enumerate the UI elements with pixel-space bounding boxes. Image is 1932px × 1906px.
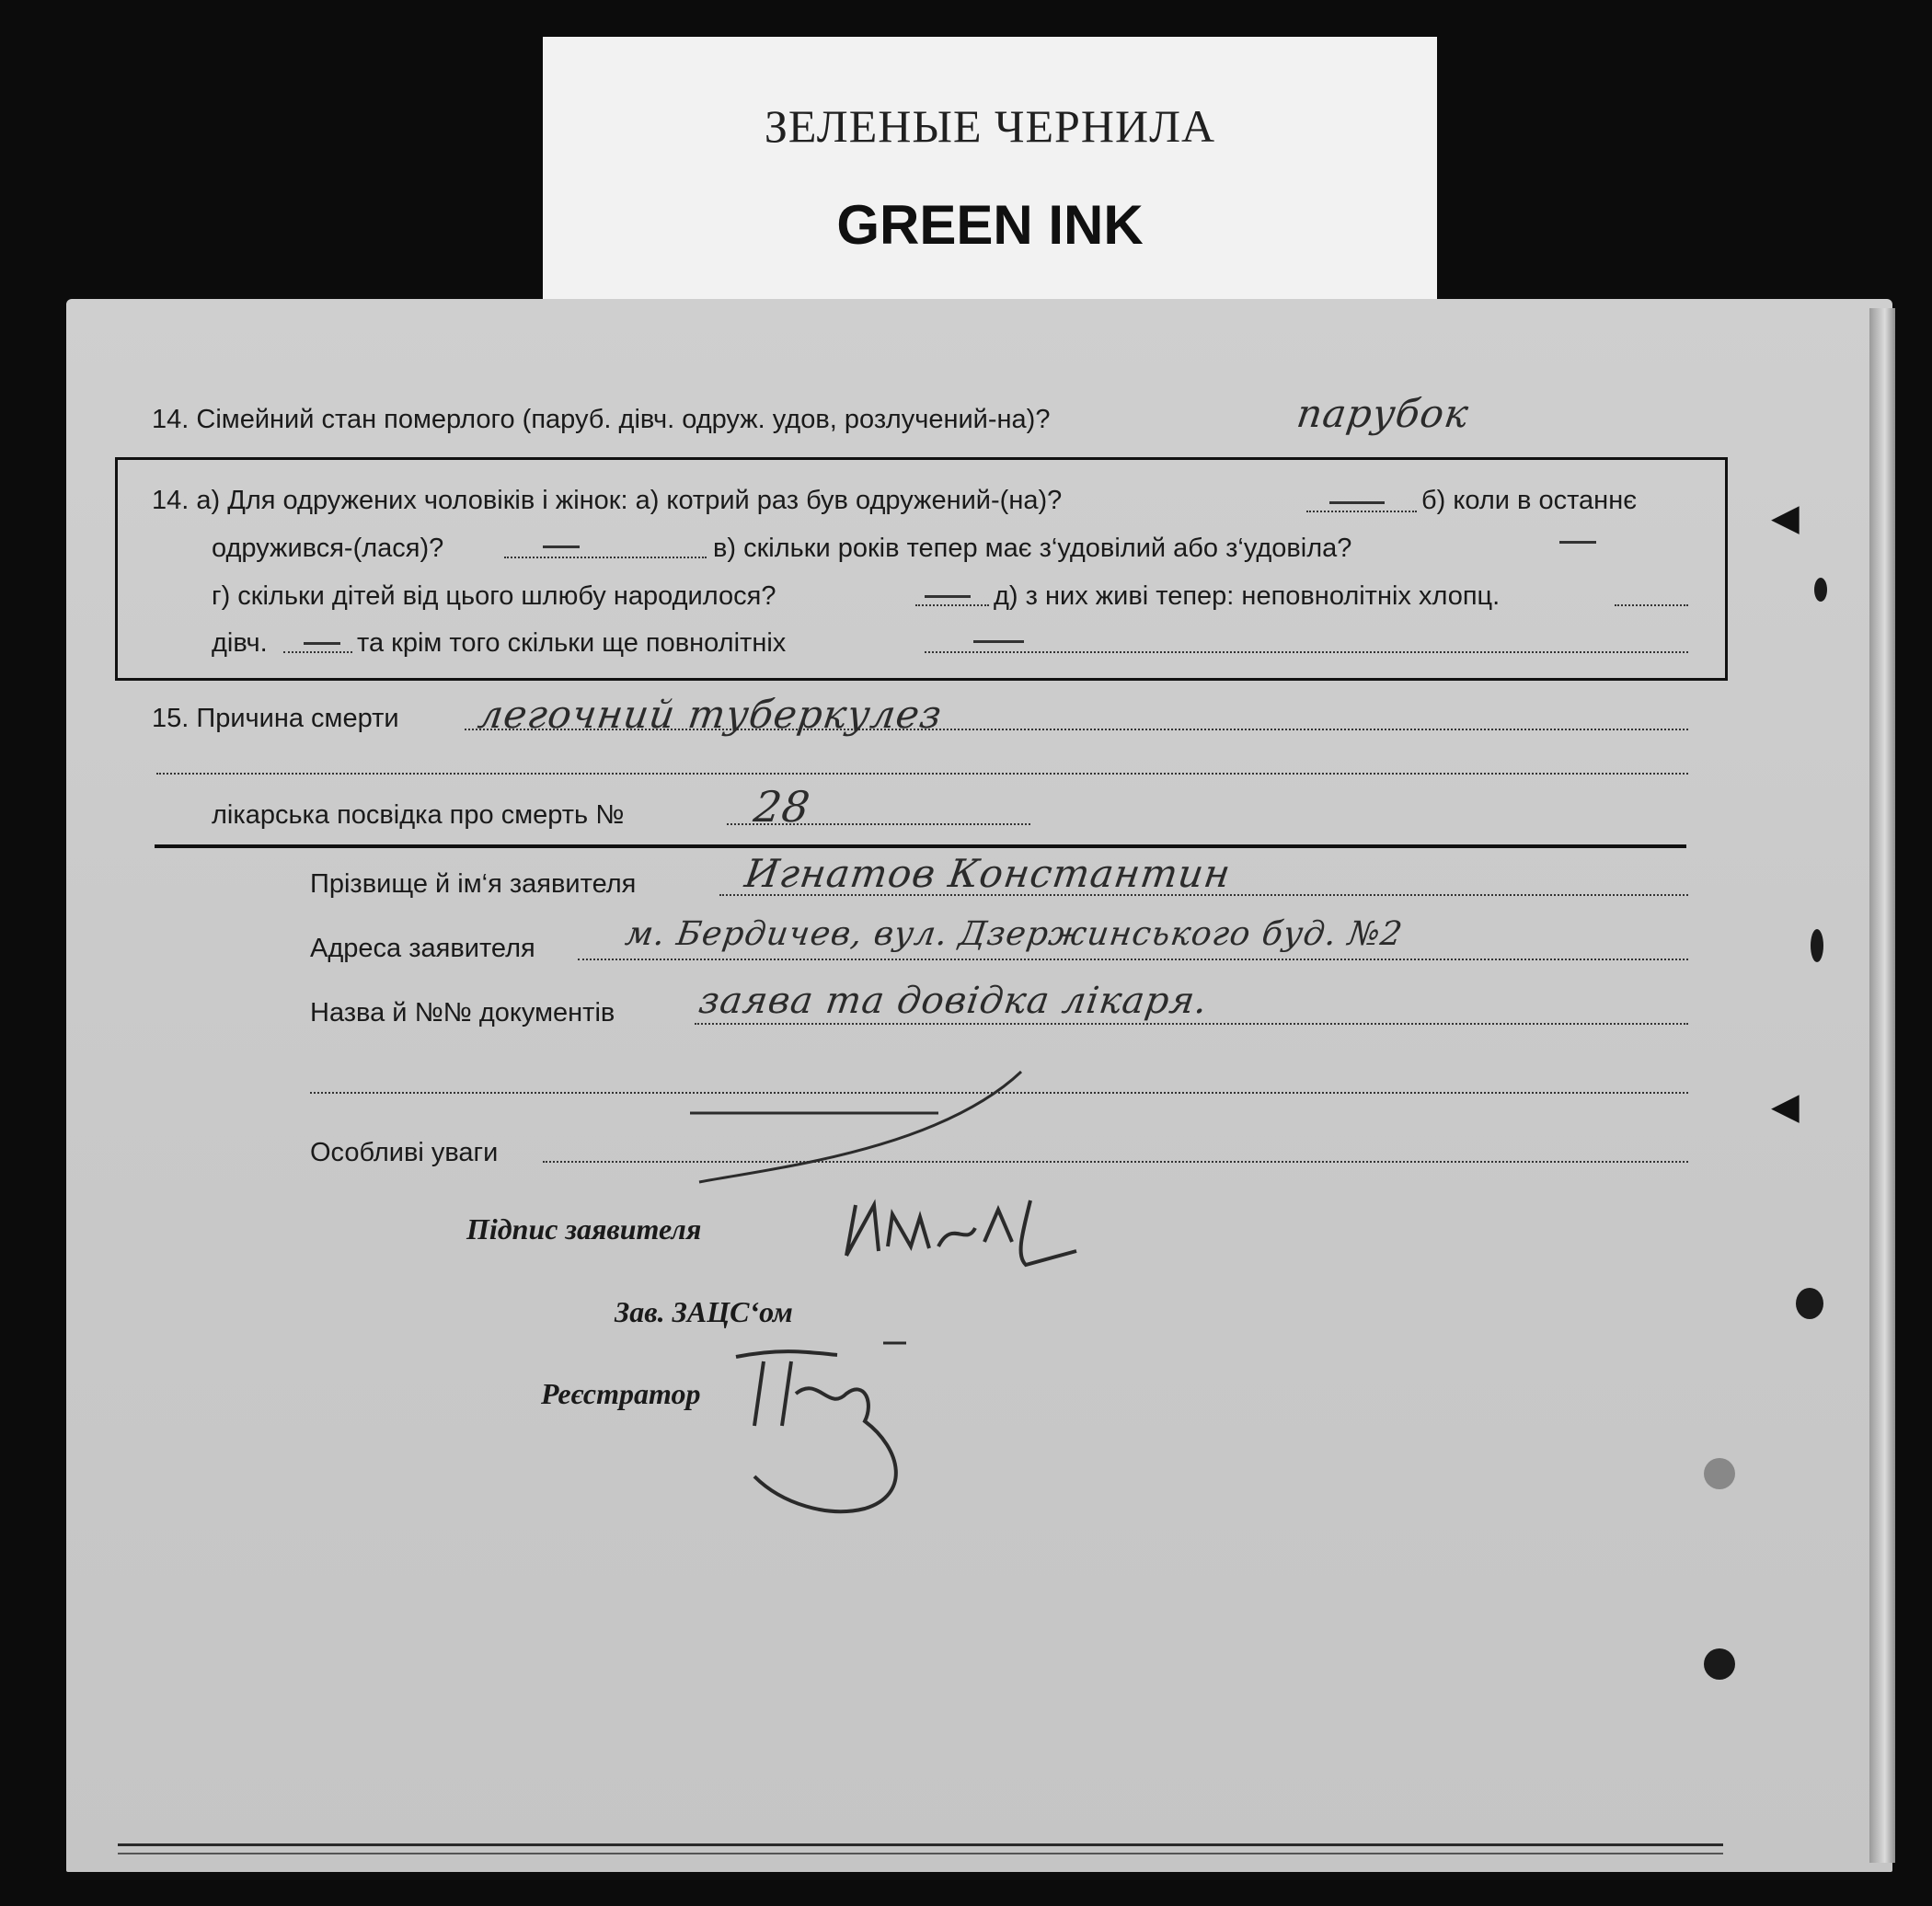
binding-hole bbox=[1704, 1458, 1735, 1489]
signature-label: Підпис заявителя bbox=[466, 1212, 702, 1246]
section-divider bbox=[155, 844, 1686, 848]
bottom-rule-2 bbox=[118, 1853, 1723, 1854]
q14a-line3-dots bbox=[915, 604, 989, 606]
q15-answer: легочний туберкулез bbox=[475, 692, 946, 737]
applicant-address-value: м. Бердичев, вул. Дзержинського буд. №2 bbox=[623, 915, 1406, 953]
binding-hole bbox=[1704, 1648, 1735, 1680]
margin-arrow-icon: ◀ bbox=[1771, 1086, 1800, 1127]
q15-dots-2 bbox=[156, 773, 1688, 775]
label-russian: ЗЕЛЕНЫЕ ЧЕРНИЛА bbox=[764, 100, 1216, 152]
q14a-dash-1 bbox=[1329, 501, 1385, 504]
margin-arrow-icon: ◀ bbox=[1771, 498, 1800, 538]
notes-strike-mark bbox=[662, 1067, 1030, 1196]
q14-answer: парубок bbox=[1294, 391, 1472, 436]
applicant-name-value: Игнатов Константин bbox=[742, 851, 1234, 896]
label-english: GREEN INK bbox=[836, 194, 1144, 256]
cert-number: 28 bbox=[751, 782, 814, 832]
applicant-signature bbox=[837, 1191, 1095, 1292]
green-ink-label-card bbox=[543, 37, 1437, 299]
q14a-line1-b: б) коли в останнє bbox=[1421, 486, 1638, 515]
documents-value: заява та довідка лікаря. bbox=[696, 980, 1211, 1022]
notes-label: Особливі уваги bbox=[310, 1138, 499, 1167]
q14a-line1-a: 14. а) Для одружених чоловіків і жінок: а) котрий раз був одружений-(на)? bbox=[152, 486, 1063, 515]
q14a-dash-6 bbox=[973, 640, 1024, 643]
binding-hole bbox=[1796, 1288, 1823, 1319]
q14a-dash-5 bbox=[304, 642, 340, 645]
page-edge bbox=[1869, 308, 1895, 1863]
applicant-address-dots bbox=[578, 959, 1688, 960]
binding-hole bbox=[1814, 578, 1827, 602]
q14a-line2-a: одружився-(лася)? bbox=[212, 534, 444, 563]
registrar-label: Реєстратор bbox=[541, 1377, 701, 1410]
q14a-dash-4 bbox=[925, 595, 971, 598]
cert-label: лікарська посвідка про смерть № bbox=[212, 800, 625, 830]
documents-dots bbox=[695, 1023, 1688, 1025]
q14a-dash-2 bbox=[543, 545, 580, 548]
registrar-signature bbox=[727, 1338, 929, 1522]
documents-label: Назва й №№ документів bbox=[310, 998, 615, 1028]
q14a-line1-dots bbox=[1306, 511, 1417, 512]
q14a-line2-b: в) скільки років тепер має з‘удовілий або з‘удовіла? bbox=[713, 534, 1352, 563]
q14-label: 14. Сімейний стан померлого (паруб. дівч. одруж. удов, розлучений-на)? bbox=[152, 405, 1051, 434]
bottom-rule bbox=[118, 1843, 1723, 1846]
q14a-line4-end-dots bbox=[925, 651, 1688, 653]
q14a-line2-dots bbox=[504, 557, 707, 558]
q14a-line4-b: та крім того скільки ще повнолітніх bbox=[357, 628, 787, 658]
q14a-line3-a: г) скільки дітей від цього шлюбу народилося? bbox=[212, 581, 776, 611]
q14a-line4-a: дівч. bbox=[212, 628, 268, 658]
q14a-line3-end-dots bbox=[1615, 604, 1688, 606]
q15-label: 15. Причина смерти bbox=[152, 704, 399, 733]
applicant-address-label: Адреса заявителя bbox=[310, 934, 535, 963]
q14a-dash-3 bbox=[1559, 541, 1596, 544]
head-of-office-label: Зав. ЗАЦС‘ом bbox=[615, 1295, 793, 1328]
q14a-line4-dots bbox=[283, 651, 352, 653]
q14a-line3-b: д) з них живі тепер: неповнолітніх хлопц. bbox=[994, 581, 1501, 611]
applicant-name-label: Прізвище й ім‘я заявителя bbox=[310, 869, 637, 899]
binding-hole bbox=[1811, 929, 1823, 962]
